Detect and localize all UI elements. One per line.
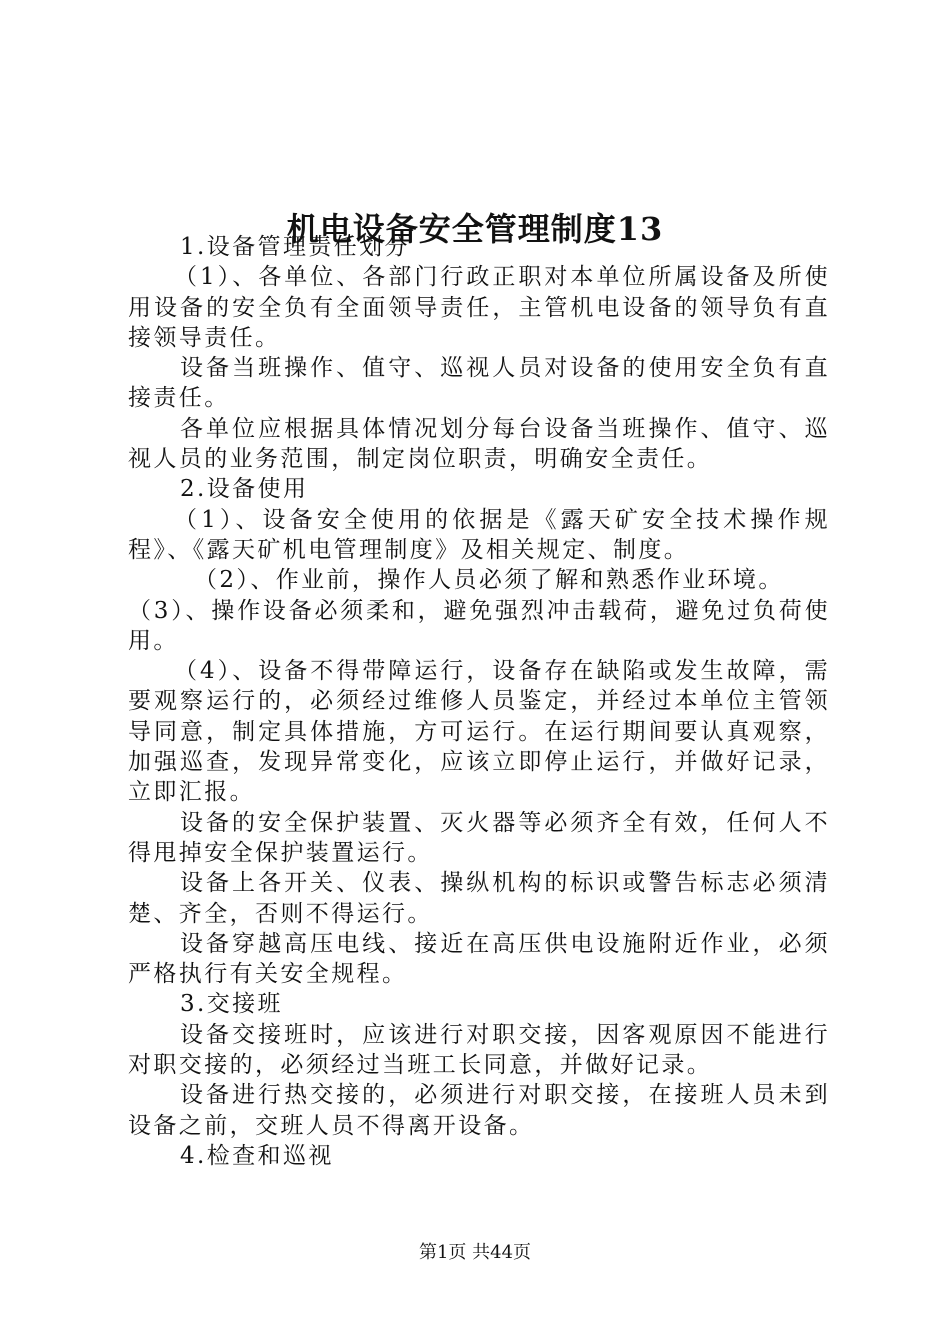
paragraph: （4）、设备不得带障运行，设备存在缺陷或发生故障，需要观察运行的，必须经过维修人员鉴定，并经过本单位主管领导同意，制定具体措施，方可运行。在运行期间要认真观察，加强巡查，发现异常变化，应该立即停止运行，并做好记录，立即汇报。	[128, 658, 830, 806]
paragraph: 设备当班操作、值守、巡视人员对设备的使用安全负有直接责任。	[128, 355, 830, 412]
paragraph: （2）、作业前，操作人员必须了解和熟悉作业环境。	[194, 567, 784, 594]
paragraph: 设备交接班时，应该进行对职交接，因客观原因不能进行对职交接的，必须经过当班工长同意，并做好记录。	[128, 1021, 830, 1079]
paragraph: （1）、各单位、各部门行政正职对本单位所属设备及所使用设备的安全负有全面领导责任，主管机电设备的领导负有直接领导责任。	[128, 264, 830, 351]
document-title: 机电设备安全管理制度13	[286, 210, 664, 249]
section-heading-3: 3.交接班	[180, 991, 283, 1018]
section-heading-4: 4.检查和巡视	[180, 1142, 334, 1169]
paragraph: 设备穿越高压电线、接近在高压供电设施附近作业，必须严格执行有关安全规程。	[128, 930, 830, 988]
document-body	[128, 232, 830, 1171]
paragraph: 各单位应根据具体情况划分每台设备当班操作、值守、巡视人员的业务范围，制定岗位职责，明确安全责任。	[128, 415, 830, 473]
section-heading-2: 2.设备使用	[180, 476, 309, 503]
paragraph: 设备进行热交接的，必须进行对职交接，在接班人员未到设备之前，交班人员不得离开设备。	[128, 1082, 830, 1139]
paragraph: （3）、操作设备必须柔和，避免强烈冲击载荷，避免过负荷使用。	[128, 597, 830, 654]
paragraph: 设备的安全保护装置、灭火器等必须齐全有效，任何人不得甩掉安全保护装置运行。	[128, 809, 830, 866]
page-number-footer: 第1页 共44页	[418, 1242, 532, 1263]
paragraph: 设备上各开关、仪表、操纵机构的标识或警告标志必须清楚、齐全，否则不得运行。	[128, 870, 830, 927]
section-heading-1: 1.设备管理责任划分	[180, 234, 410, 260]
paragraph: （1）、设备安全使用的依据是《露天矿安全技术操作规程》、《露天矿机电管理制度》及相关规定、制度。	[128, 506, 830, 563]
